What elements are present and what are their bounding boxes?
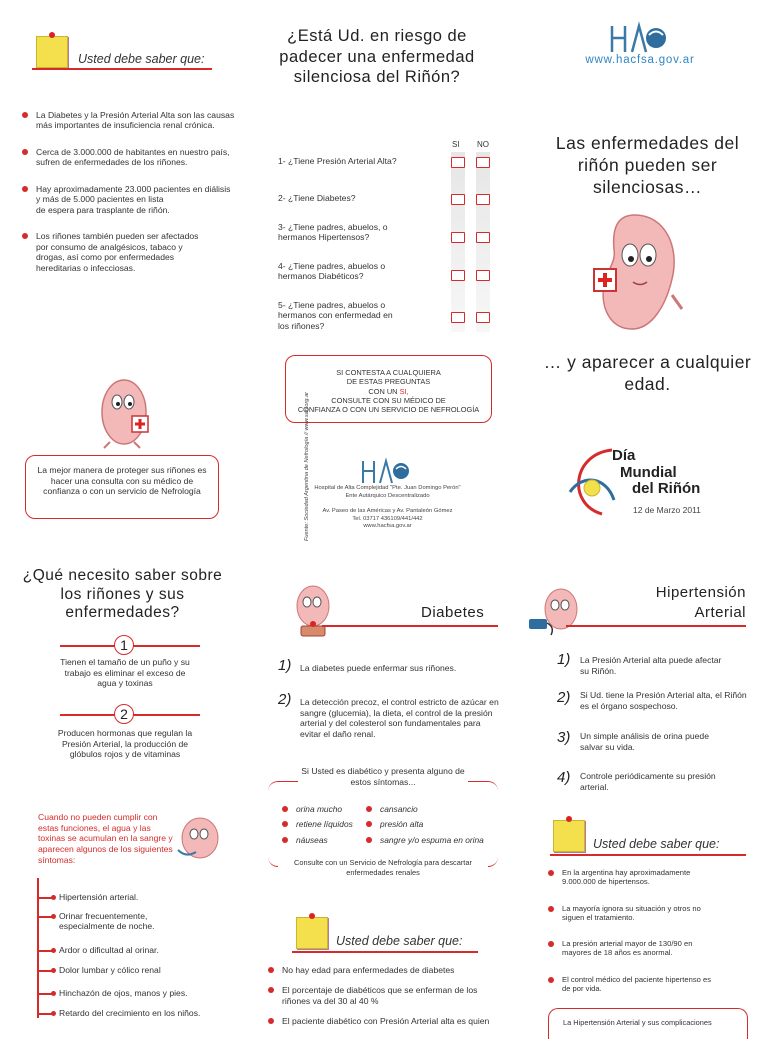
checkbox-no-1[interactable] (476, 157, 490, 168)
kidney-mascot-icon (88, 362, 160, 452)
kidney-doctor-icon (580, 207, 690, 337)
heading-rule (550, 854, 746, 856)
site-url[interactable]: www.hacfsa.gov.ar (585, 54, 695, 66)
hospital-info (285, 485, 490, 531)
sticky-note-icon (36, 36, 68, 68)
kidney-cake-icon (287, 582, 343, 642)
hipertension-point-4: Controle periódicamente su presión arterial. (580, 771, 716, 792)
diabetic-box-title: Si Usted es diabético y presenta alguno de estos síntomas... (298, 766, 468, 787)
checkbox-si-4[interactable] (451, 270, 465, 281)
hipertension-facts-list (548, 868, 713, 1006)
dia-line-2: Mundial (620, 463, 677, 481)
list-item: cansancio (366, 804, 496, 814)
list-item: Hipertensión arterial. (37, 892, 227, 911)
hospital-sub: Ente Autárquico Descentralizado (345, 492, 430, 499)
hipertension-title-line-1: Hipertensión (655, 584, 746, 601)
point-number-3: 3) (557, 729, 571, 746)
list-item: La presión arterial mayor de 130/90 en mayores de 18 años es anormal. (548, 939, 713, 958)
symptoms-right-list (366, 804, 496, 850)
list-item: Orinar frecuentemente, especialmente de noche. (37, 911, 227, 945)
hospital-name: Hospital de Alta Complejidad "Pte. Juan Domingo Perón" (314, 485, 461, 491)
answer-line-5: CONFIANZA O CON UN SERVICIO DE NEFROLOGÍA (297, 405, 480, 414)
list-item: El control médico del paciente hipertenso es de por vida. (548, 975, 713, 994)
heading-rule (292, 951, 478, 953)
checkbox-no-4[interactable] (476, 270, 490, 281)
hac-logo-large-icon (608, 18, 668, 54)
question-4: 4- ¿Tiene padres, abuelos o hermanos Diabéticos? (278, 261, 386, 282)
list-item: La mayoría ignora su situación y otros no siguen el tratamiento. (548, 904, 713, 923)
point-2-text: Producen hormonas que regulan la Presión Arterial, la producción de glóbulos rojos y de vitaminas (57, 728, 193, 760)
hipertension-title-line-2: Arterial (694, 603, 746, 621)
col-si-label: SI (452, 140, 460, 149)
checkbox-no-5[interactable] (476, 312, 490, 323)
section-title-rinones: ¿Qué necesito saber sobre los riñones y sus enfermedades? (22, 567, 223, 622)
list-item: Hay aproximadamente 23.000 pacientes en diálisis y más de 5.000 pacientes en lista de espera para trasplante de riñón. (22, 184, 237, 215)
hipertension-point-2: Si Ud. tiene la Presión Arterial alta, el Riñón es el órgano sospechoso. (580, 690, 747, 711)
point-1-text: Tienen el tamaño de un puño y su trabajo es eliminar el exceso de agua y toxinas (60, 657, 190, 689)
list-item: Hinchazón de ojos, manos y pies. (37, 988, 227, 1008)
hospital-address: Av. Paseo de las Américas y Av. Pantaleón Gómez (322, 508, 453, 515)
page-title: ¿Está Ud. en riesgo de padecer una enfermedad silenciosa del Riñón? (279, 27, 475, 87)
list-item: No hay edad para enfermedades de diabetes (268, 965, 498, 975)
circle-number-2: 2 (114, 704, 134, 724)
list-item: Ardor o dificultad al orinar. (37, 945, 227, 965)
list-item: presión alta (366, 819, 496, 829)
list-item: Retardo del crecimiento en los niños. (37, 1008, 227, 1024)
subline: … y aparecer a cualquier edad. (543, 352, 752, 394)
warning-text: Cuando no pueden cumplir con estas funciones, el agua y las toxinas se acumulan en la sangre y aparecen algunos de los siguientes síntomas: (38, 812, 173, 865)
list-item: Los riñones también pueden ser afectados por consumo de analgésicos, tabaco y drogas, así como por enfermedades hereditarias o infecciosas. (22, 231, 237, 273)
dia-line-1: Día (612, 447, 636, 464)
answer-line-2: DE ESTAS PREGUNTAS (346, 377, 431, 387)
list-item: Dolor lumbar y cólico renal (37, 965, 227, 988)
answer-box (285, 355, 492, 423)
checkbox-no-3[interactable] (476, 232, 490, 243)
col-no-label: NO (477, 140, 489, 149)
checkbox-si-3[interactable] (451, 232, 465, 243)
answer-line-3: CON UN SI, (368, 386, 409, 396)
hac-logo-icon (360, 455, 410, 485)
point-number-2: 2) (557, 689, 571, 706)
hipertension-title (628, 583, 746, 622)
event-date: 12 de Marzo 2011 (633, 505, 701, 515)
list-item: La Diabetes y la Presión Arterial Alta son las causas más importantes de insuficiencia renal crónica. (22, 110, 237, 131)
diabetes-rule (322, 625, 498, 627)
point-number-2: 2) (278, 691, 292, 708)
kidney-blood-pressure-icon (527, 583, 589, 641)
sticky-note-icon (296, 917, 328, 949)
hospital-web[interactable]: www.hacfsa.gov.ar (363, 523, 412, 530)
list-item: El porcentaje de diabéticos que se enferman de los riñones va del 30 al 40 % (268, 985, 498, 1006)
source-vertical: Fuente: Sociedad Argentina de Nefrología // www.san.org.ar (304, 391, 310, 541)
checkbox-no-2[interactable] (476, 194, 490, 205)
diabetic-box-footer: Consulte con un Servicio de Nefrología para descartar enfermedades renales (278, 858, 488, 877)
list-item: sangre y/o espuma en orina (366, 835, 496, 845)
diabetes-title: Diabetes (421, 604, 485, 621)
point-number-1: 1) (278, 657, 292, 674)
sticky-note-icon (553, 820, 585, 852)
list-item: náuseas (282, 835, 372, 845)
point-number-4: 4) (557, 769, 571, 786)
point-number-1: 1) (557, 651, 571, 668)
headline: Las enfermedades del riñón pueden ser silenciosas… (555, 133, 740, 197)
diabetes-point-2: La detección precoz, el control estricto de azúcar en sangre (glucemia), la dieta, el control de la presión arterial y del colesterol son fundamentales para evitar el daño renal. (300, 697, 499, 740)
list-item: En la argentina hay aproximadamente 9.000.000 de hipertensos. (548, 868, 713, 887)
symptoms-list (37, 892, 227, 1024)
diabetes-point-1: La diabetes puede enfermar sus riñones. (300, 663, 457, 673)
hospital-tel: Tel. 03717 436109/441/442 (352, 515, 423, 522)
question-1: 1- ¿Tiene Presión Arterial Alta? (278, 156, 397, 166)
saber-heading: Usted debe saber que: (78, 52, 205, 66)
answer-line-1: SI CONTESTA A CUALQUIERA (336, 368, 441, 377)
saber-heading: Usted debe saber que: (336, 934, 463, 948)
protect-box (25, 455, 219, 519)
saber-heading: Usted debe saber que: (593, 837, 720, 851)
sick-kidney-icon (172, 810, 230, 862)
list-item: retiene líquidos (282, 819, 372, 829)
protect-text: La mejor manera de proteger sus riñones es hacer una consulta con su médico de confianza o con un servicio de Nefrología (37, 465, 207, 497)
question-5: 5- ¿Tiene padres, abuelos o hermanos con enfermedad en los riñones? (278, 300, 393, 331)
list-item: orina mucho (282, 804, 372, 814)
question-2: 2- ¿Tiene Diabetes? (278, 193, 356, 203)
checkbox-si-2[interactable] (451, 194, 465, 205)
dia-line-3: del Riñón (632, 480, 701, 497)
circle-number-1: 1 (114, 635, 134, 655)
hipertension-point-3: Un simple análisis de orina puede salvar su vida. (580, 731, 709, 752)
checkbox-si-1[interactable] (451, 157, 465, 168)
checkbox-si-5[interactable] (451, 312, 465, 323)
symptoms-left-list (282, 804, 372, 850)
list-item: Cerca de 3.000.000 de habitantes en nuestro país, sufren de enfermedades de los riñones. (22, 147, 237, 168)
answer-line-4: CONSULTE CON SU MÉDICO DE (331, 395, 446, 405)
facts-list (22, 110, 237, 286)
dia-mundial-title (606, 448, 700, 498)
question-3: 3- ¿Tiene padres, abuelos, o hermanos Hipertensos? (278, 222, 388, 243)
hipertension-rule (566, 625, 746, 627)
heading-rule (32, 68, 212, 70)
hipertension-point-1: La Presión Arterial alta puede afectar su Riñón. (580, 655, 722, 676)
diabetes-facts-list (268, 965, 498, 1040)
list-item: El paciente diabético con Presión Arterial alta es quien (268, 1016, 498, 1026)
footer-box-text: La Hipertensión Arterial y sus complicaciones (563, 1018, 712, 1027)
